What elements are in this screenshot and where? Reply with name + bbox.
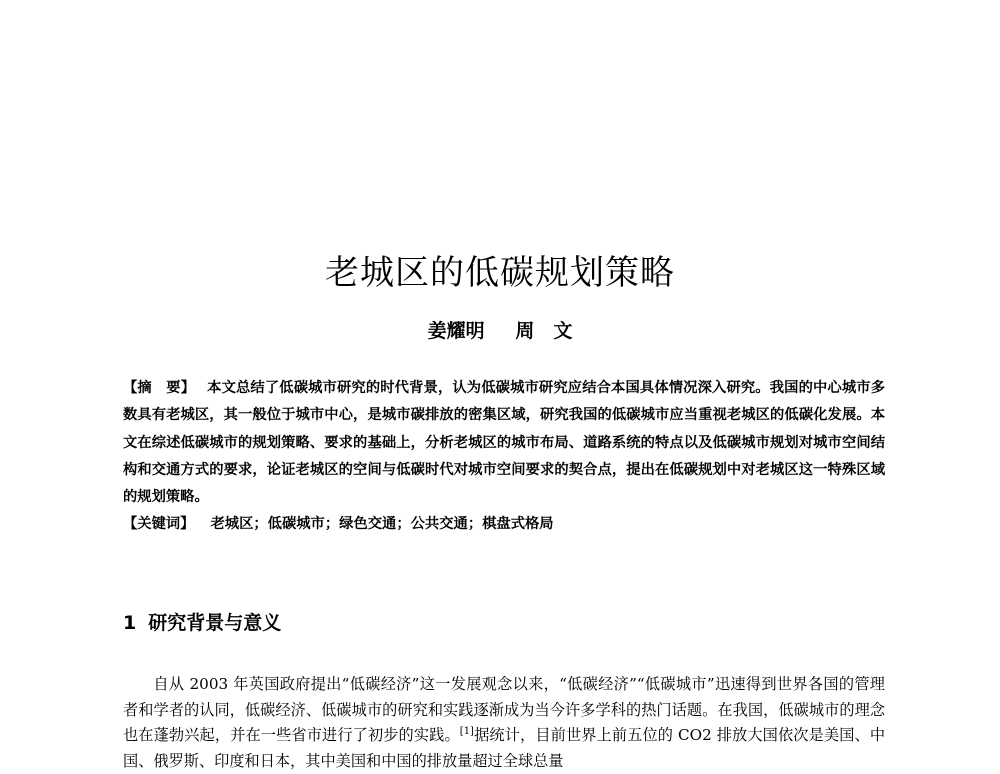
section-title: 研究背景与意义 — [148, 611, 282, 634]
keywords-text: 老城区；低碳城市；绿色交通；公共交通；棋盘式格局 — [210, 516, 554, 532]
section-heading — [123, 608, 281, 635]
paper-title: 老城区的低碳规划策略 — [325, 252, 675, 293]
abstract-label: 【摘 要】 — [123, 380, 196, 396]
author-name: 姜耀明 — [427, 320, 485, 342]
abstract — [123, 375, 885, 511]
body-paragraph — [123, 672, 885, 774]
keywords — [123, 512, 885, 536]
author-list — [0, 316, 1000, 343]
paragraph-text: 据统计，目前世界上前五位的 CO2 排放大国依次是美国、中国、俄罗斯、印度和日本，其中美国和中国的排放量超过全球总量 — [123, 726, 886, 770]
abstract-text: 本文总结了低碳城市研究的时代背景，认为低碳城市研究应结合本国具体情况深入研究。我国的中心城市多数具有老城区，其一般位于城市中心，是城市碳排放的密集区域，研究我国的低碳城市应当重视老城区的低碳化发展。本文在综述低碳城市的规划策略、要求的基础上，分析老城区的城市布局、道路系统的特点以及低碳城市规划对城市空间结构和交通方式的要求，论证老城区的空间与低碳时代对城市空间要求的契合点，提出在低碳规划中对老城区这一特殊区域的规划策略。 — [123, 380, 886, 506]
author-name: 周 文 — [515, 320, 573, 342]
paragraph-text: 自从 2003 年英国政府提出“低碳经济”这一发展观念以来，“低碳经济”“低碳城市”迅速得到世界各国的管理者和学者的认同，低碳经济、低碳城市的研究和实践逐渐成为当今许多学科的热门话题。在我国，低碳城市的理念也在蓬勃兴起，并在一些省市进行了初步的实践。 — [123, 675, 885, 745]
citation-marker[interactable]: [1] — [459, 726, 474, 738]
keywords-label: 【关键词】 — [123, 516, 195, 532]
section-number: 1 — [123, 611, 137, 634]
